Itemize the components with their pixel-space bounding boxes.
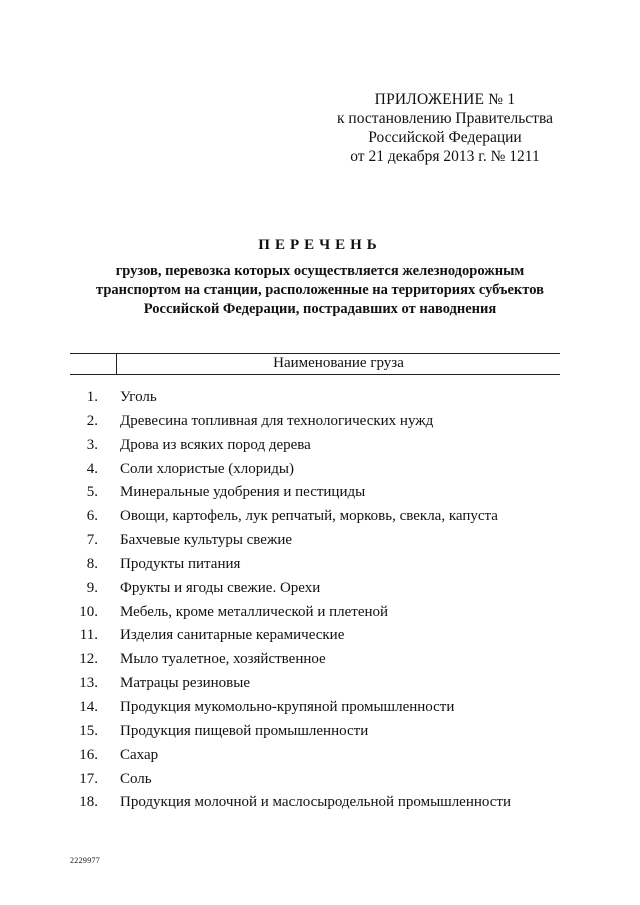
item-name: Фрукты и ягоды свежие. Орехи [120,579,321,596]
list-item [70,769,570,793]
item-number: 18. [79,794,98,811]
item-name: Бахчевые культуры свежие [120,532,293,549]
appendix-federation: Российской Федерации [368,129,522,146]
appendix-date-number: от 21 декабря 2013 г. № 1211 [350,148,540,165]
list-item [70,554,570,578]
item-number: 14. [79,698,98,715]
subtitle-line-3: Российской Федерации, пострадавших от наводнения [143,301,497,317]
item-number: 7. [86,532,98,549]
list-item [70,792,570,816]
item-number: 15. [79,722,98,739]
item-name: Продукция молочной и маслосыродельной промышленности [120,794,512,811]
item-name: Дрова из всяких пород дерева [120,436,311,453]
column-header-cargo-name: Наименование груза [273,355,404,371]
item-name: Овощи, картофель, лук репчатый, морковь, свекла, капуста [120,508,498,525]
document-title: ПЕРЕЧЕНЬ [258,237,382,253]
item-name: Продукция мукомольно-крупяной промышленности [120,698,455,715]
item-name: Соли хлористые (хлориды) [120,460,294,477]
list-item [70,745,570,769]
item-name: Изделия санитарные керамические [120,627,345,644]
appendix-number: ПРИЛОЖЕНИЕ № 1 [374,91,516,108]
item-number: 3. [86,436,98,453]
table-header [70,353,560,375]
item-name: Древесина топливная для технологических нужд [120,412,434,429]
list-item [70,411,570,435]
item-number: 8. [86,555,98,572]
document-subtitle [60,262,580,319]
item-number: 16. [79,746,98,763]
subtitle-line-2: транспортом на станции, расположенные на территориях субъектов [96,282,544,298]
item-number: 6. [86,508,98,525]
item-name: Матрацы резиновые [120,675,250,692]
list-item [70,697,570,721]
document-code: 2229977 [70,856,101,865]
item-number: 4. [86,460,98,477]
item-number: 11. [79,627,98,644]
list-item [70,459,570,483]
item-name: Мыло туалетное, хозяйственное [120,651,326,668]
cargo-list [70,387,570,816]
item-number: 9. [86,579,98,596]
appendix-resolution: к постановлению Правительства [337,110,553,127]
appendix-header [300,90,590,166]
item-name: Продукты питания [120,555,241,572]
list-item [70,530,570,554]
item-number: 5. [86,484,98,501]
item-name: Мебель, кроме металлической и плетеной [120,603,389,620]
item-number: 13. [79,675,98,692]
list-item [70,649,570,673]
list-item [70,673,570,697]
item-name: Соль [120,770,152,787]
list-item [70,625,570,649]
subtitle-line-1: грузов, перевозка которых осуществляется железнодорожным [115,263,525,279]
list-item [70,506,570,530]
item-name: Сахар [120,746,159,763]
item-name: Минеральные удобрения и пестициды [120,484,366,501]
list-item [70,578,570,602]
item-name: Продукция пищевой промышленности [120,722,369,739]
item-number: 17. [79,770,98,787]
list-item [70,482,570,506]
item-number: 12. [79,651,98,668]
list-item [70,387,570,411]
list-item [70,602,570,626]
item-number: 2. [86,412,98,429]
item-name: Уголь [120,389,157,405]
list-item [70,721,570,745]
item-number: 1. [86,389,98,405]
list-item [70,435,570,459]
item-number: 10. [79,603,98,620]
